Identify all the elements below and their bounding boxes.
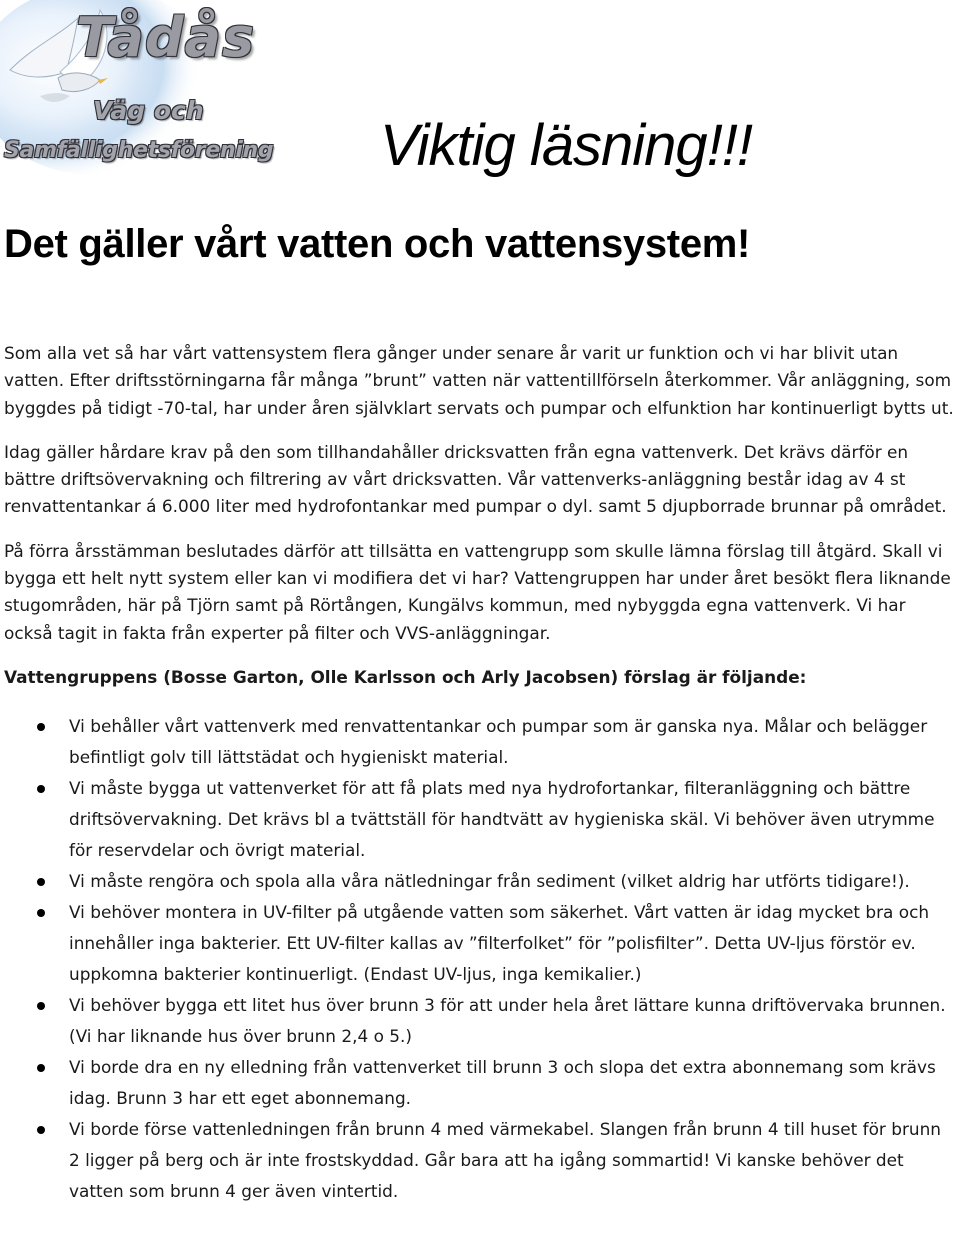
list-item — [4, 897, 956, 990]
list-item-text: Vi behåller vårt vattenverk med renvattentankar och pumpar som är ganska nya. Målar och belägger befintligt golv till lättstädat och hygieniskt material. — [69, 716, 928, 768]
list-item-text: Vi måste bygga ut vattenverket för att få plats med nya hydrofortankar, filteranläggning och bättre driftsövervakning. Det krävs bl a tvättställ för handtvätt av hygieniska skäl. Vi behöver även utrymme för reservdelar och övrigt material. — [69, 778, 935, 861]
bullet-icon — [37, 878, 45, 886]
list-item — [4, 1114, 956, 1207]
list-item — [4, 711, 956, 773]
list-item — [4, 990, 956, 1052]
paragraph: På förra årsstämman beslutades därför att tillsätta en vattengrupp som skulle lämna förslag till åtgärd. Skall vi bygga ett helt nytt system eller kan vi modifiera det vi har? Vattengruppen har under året besökt flera liknande stugområden, här på Tjörn samt på Rörtången, Kungälvs kommun, med nybyggda egna vattenverk. Vi har också tagit in fakta från experter på filter och VVS-anläggningar. — [4, 540, 951, 643]
paragraph: Som alla vet så har vårt vattensystem flera gånger under senare år varit ur funktion och vi har blivit utan vatten. Efter driftsstörningarna får många ”brunt” vatten när vattentillförseln återkommer. Vår anläggning, som byggdes på tidigt -70-tal, har under åren självklart servats och pumpar och elfunktion har kontinuerligt bytts ut. — [4, 343, 954, 418]
logo-title: Tådås — [76, 6, 256, 69]
bullet-icon — [37, 1126, 45, 1134]
document-title: Det gäller vårt vatten och vattensystem! — [4, 222, 751, 266]
list-item — [4, 866, 956, 897]
list-item-text: Vi behöver bygga ett litet hus över brunn 3 för att under hela året lättare kunna driftövervaka brunnen. (Vi har liknande hus över brunn 2,4 o 5.) — [69, 995, 946, 1047]
bullet-icon — [37, 785, 45, 793]
list-item — [4, 773, 956, 866]
list-item-text: Vi borde förse vattenledningen från brunn 4 med värmekabel. Slangen från brunn 4 till huset för brunn 2 ligger på berg och är inte frostskyddad. Går bara att ha igång sommartid! Vi kanske behöver det vatten som brunn 4 ger även vintertid. — [69, 1119, 942, 1202]
bullet-icon — [37, 723, 45, 731]
proposal-list — [4, 711, 956, 1207]
paragraph: Idag gäller hårdare krav på den som tillhandahåller dricksvatten från egna vattenverk. Det krävs därför en bättre driftsövervakning och filtrering av vårt dricksvatten. Vår vattenverks-anläggning består idag av 4 st renvattentankar á 6.000 liter med hydrofontankar med pumpar o dyl. samt 5 djupborrade brunnar på området. — [4, 441, 947, 517]
bullet-icon — [37, 1064, 45, 1072]
list-item-text: Vi borde dra en ny elledning från vattenverket till brunn 3 och slopa det extra abonnemang som krävs idag. Brunn 3 har ett eget abonnemang. — [69, 1057, 936, 1109]
bullet-icon — [37, 909, 45, 917]
association-logo — [0, 0, 300, 180]
headline: Viktig läsning!!! — [380, 113, 753, 178]
list-item — [4, 1052, 956, 1114]
logo-subtitle-line1: Väg och — [93, 96, 204, 125]
document-body — [4, 340, 956, 1207]
logo-subtitle-line2: Samfällighetsförening — [4, 138, 274, 163]
list-item-text: Vi måste rengöra och spola alla våra nätledningar från sediment (vilket aldrig har utförts tidigare!). — [69, 871, 910, 892]
bullet-icon — [37, 1002, 45, 1010]
proposal-heading: Vattengruppens (Bosse Garton, Olle Karlsson och Arly Jacobsen) förslag är följande: — [4, 666, 807, 687]
list-item-text: Vi behöver montera in UV-filter på utgående vatten som säkerhet. Vårt vatten är idag mycket bra och innehåller inga bakterier. Ett UV-filter kallas av ”filterfolket” för ”polisfilter”. Detta UV-ljus förstör ev. uppkomna bakterier kontinuerligt. (Endast UV-ljus, inga kemikalier.) — [69, 902, 930, 985]
